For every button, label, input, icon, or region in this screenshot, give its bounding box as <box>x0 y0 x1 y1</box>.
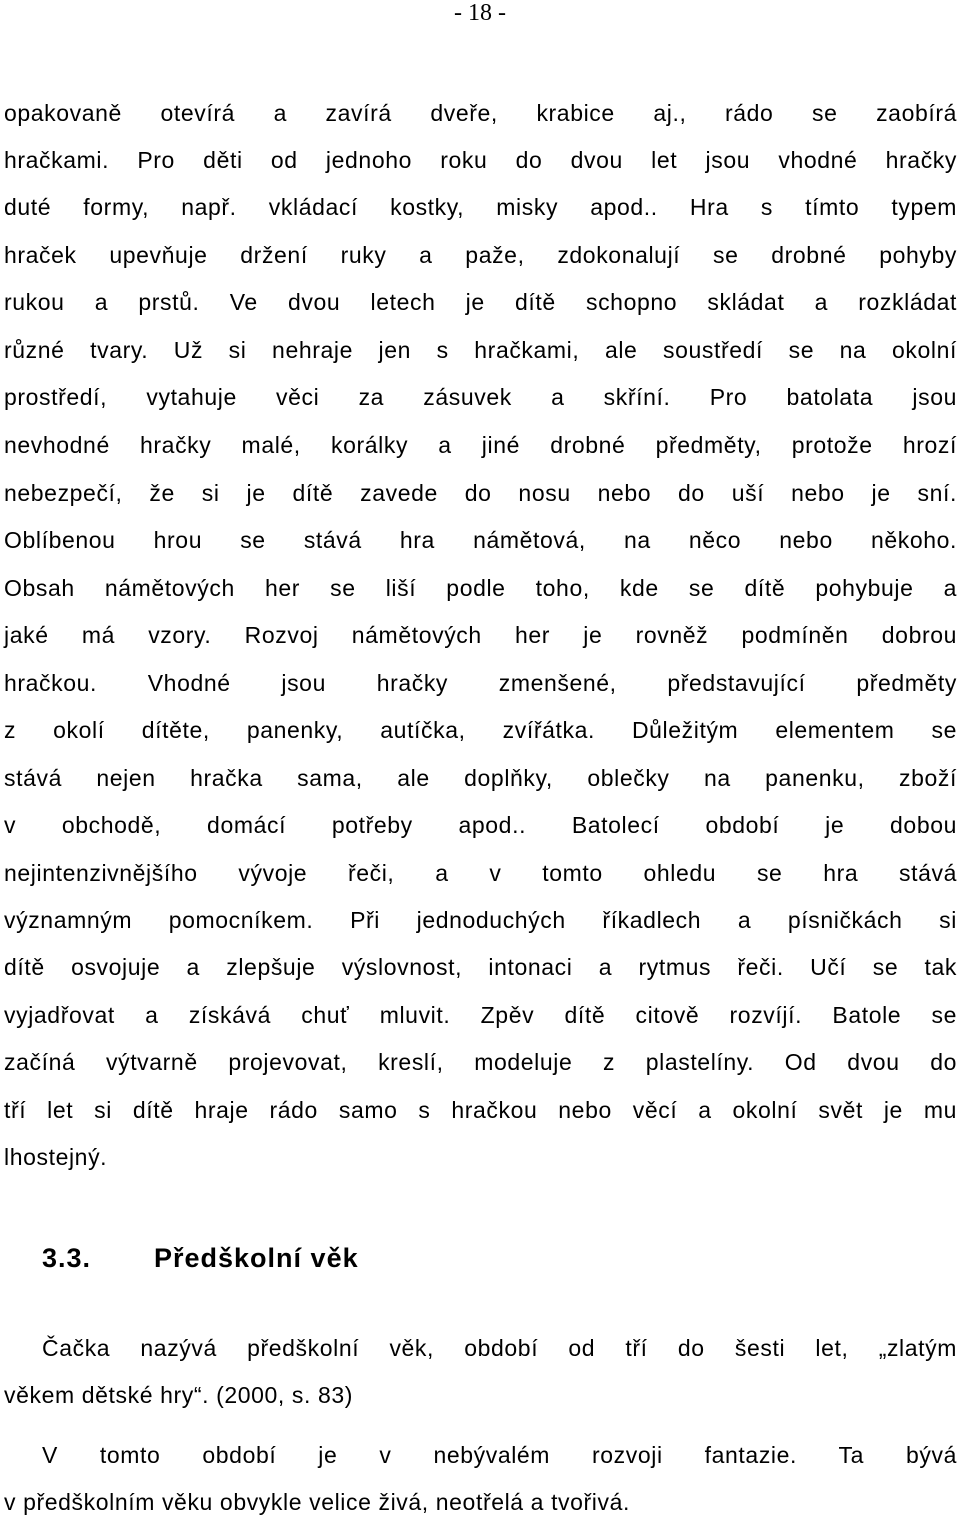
text-line: stává nejen hračka sama, ale doplňky, oblečky na panenku, zboží <box>4 765 957 791</box>
section-title: Předškolní věk <box>154 1243 359 1273</box>
text-line: Oblíbenou hrou se stává hra námětová, na něco nebo někoho. <box>4 527 957 553</box>
text-line: hraček upevňuje držení ruky a paže, zdokonalují se drobné pohyby <box>4 242 957 268</box>
text-line: Obsah námětových her se liší podle toho, kde se dítě pohybuje a <box>4 575 957 601</box>
text-line: V tomto období je v nebývalém rozvoji fantazie. Ta bývá <box>42 1442 957 1468</box>
text-line: prostředí, vytahuje věci za zásuvek a skříní. Pro batolata jsou <box>4 384 957 410</box>
page-number: - 18 - <box>454 0 506 26</box>
text-line: nebezpečí, že si je dítě zavede do nosu nebo do uší nebo je sní. <box>4 480 957 506</box>
section-heading <box>42 1240 359 1276</box>
text-line: začíná výtvarně projevovat, kreslí, modeluje z plastelíny. Od dvou do <box>4 1049 957 1075</box>
text-line: lhostejný. <box>4 1144 108 1170</box>
text-line: dítě osvojuje a zlepšuje výslovnost, intonaci a rytmus řeči. Učí se tak <box>4 954 957 980</box>
text-line: vyjadřovat a získává chuť mluvit. Zpěv dítě citově rozvíjí. Batole se <box>4 1002 957 1028</box>
text-line: hračkou. Vhodné jsou hračky zmenšené, představující předměty <box>4 670 957 696</box>
text-line: nejintenzivnějšího vývoje řeči, a v tomto ohledu se hra stává <box>4 860 957 886</box>
text-line: věkem dětské hry“. (2000, s. 83) <box>4 1382 354 1408</box>
text-line: rukou a prstů. Ve dvou letech je dítě schopno skládat a rozkládat <box>4 289 957 315</box>
text-line: významným pomocníkem. Při jednoduchých říkadlech a písničkách si <box>4 907 957 933</box>
section-number: 3.3. <box>42 1243 92 1273</box>
text-line: různé tvary. Už si nehraje jen s hračkami, ale soustředí se na okolní <box>4 337 957 363</box>
text-line: nevhodné hračky malé, korálky a jiné drobné předměty, protože hrozí <box>4 432 957 458</box>
text-line: z okolí dítěte, panenky, autíčka, zvířátka. Důležitým elementem se <box>4 717 957 743</box>
text-line: Čačka nazývá předškolní věk, období od tří do šesti let, „zlatým <box>42 1335 957 1361</box>
text-line: jaké má vzory. Rozvoj námětových her je rovněž podmíněn dobrou <box>4 622 957 648</box>
text-line: v obchodě, domácí potřeby apod.. Batolecí období je dobou <box>4 812 957 838</box>
text-line: v předškolním věku obvykle velice živá, neotřelá a tvořivá. <box>4 1489 630 1515</box>
text-line: duté formy, např. vkládací kostky, misky apod.. Hra s tímto typem <box>4 194 957 220</box>
text-line: opakovaně otevírá a zavírá dveře, krabice aj., rádo se zaobírá <box>4 100 957 126</box>
text-line: tří let si dítě hraje rádo samo s hračkou nebo věcí a okolní svět je mu <box>4 1097 957 1123</box>
text-line: hračkami. Pro děti od jednoho roku do dvou let jsou vhodné hračky <box>4 147 957 173</box>
